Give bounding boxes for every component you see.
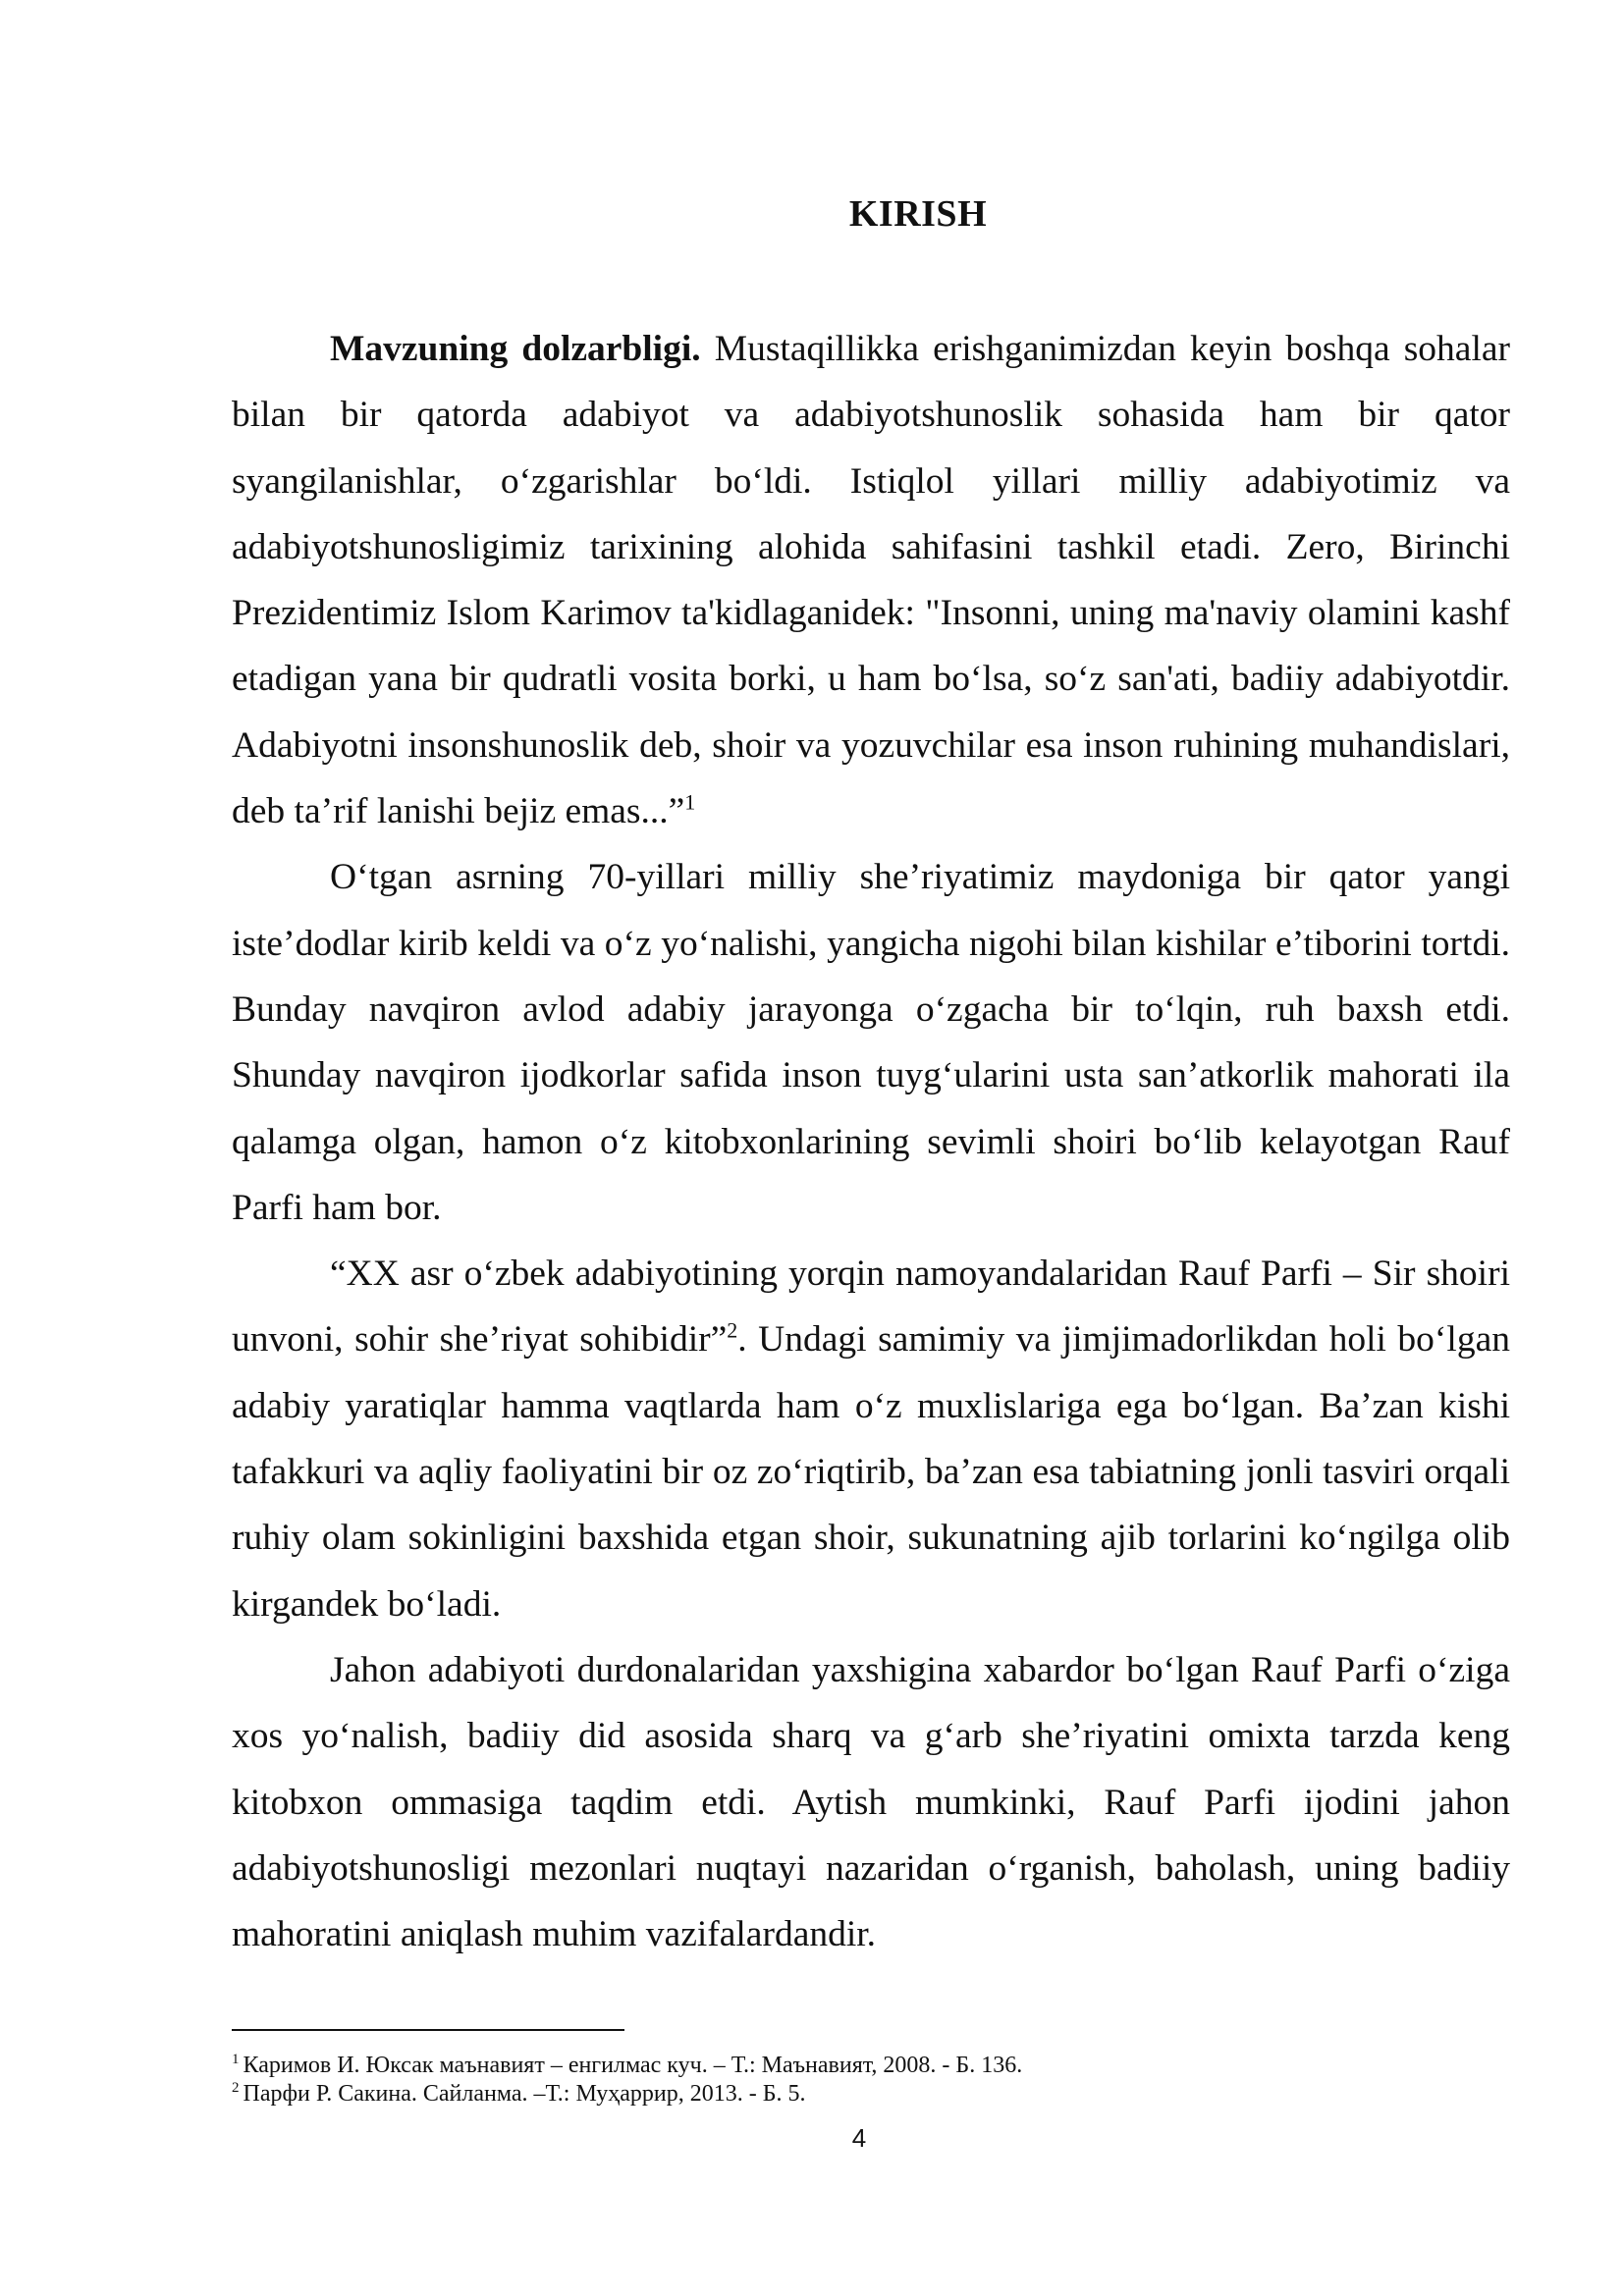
paragraph-1 <box>232 316 1510 844</box>
footnote-1 <box>232 2052 1510 2080</box>
paragraph-4 <box>232 1637 1510 1967</box>
footnote-ref-1[interactable]: 1 <box>684 789 696 815</box>
paragraph-text: Jahon adabiyoti durdonalaridan yaxshigina xabardor bo‘lgan Rauf Parfi o‘ziga xos yo‘nalish, badiiy did asosida sharq va g‘arb she’riyatini omixta tarzda keng kitobxon ommasiga taqdim etdi. Aytish mumkinki, Rauf Parfi ijodini jahon adabiyotshunosligi mezonlari nuqtayi nazaridan o‘rganish, baholash, uning badiiy mahoratini aniqlash muhim vazifalardandir. <box>232 1649 1510 1955</box>
footnote-text: Парфи Р. Сакина. Сайланма. –Т.: Муҳаррир, 2013. - Б. 5. <box>243 2081 806 2107</box>
paragraph-text: Mustaqillikka erishganimizdan keyin boshqa sohalar bilan bir qatorda adabiyot va adabiyotshunoslik sohasida ham bir qator syangilanishlar, o‘zgarishlar bo‘ldi. Istiqlol yillari milliy adabiyotimiz va adabiyotshunosligimiz tarixining alohida sahifasini tashkil etadi. Zero, Birinchi Prezidentimiz Islom Karimov ta'kidlaganidek: "Insonni, uning ma'naviy olamini kashf etadigan yana bir qudratli vosita borki, u ham bo‘lsa, so‘z san'ati, badiiy adabiyotdir. Adabiyotni insonshunoslik deb, shoir va yozuvchilar esa inson ruhining muhandislari, deb ta’rif lanishi bejiz emas...” <box>232 329 1510 832</box>
footnote-mark: 2 <box>232 2080 240 2096</box>
footnote-separator <box>232 2029 624 2031</box>
paragraph-text-after: . Undagi samimiy va jimjimadorlikdan holi bo‘lgan adabiy yaratiqlar hamma vaqtlarda ham o‘z muxlislariga ega bo‘lgan. Ba’zan kishi tafakkuri va aqliy faoliyatini bir oz zo‘riqtirib, ba’zan esa tabiatning jonli tasviri orqali ruhiy olam sokinligini baxshida etgan shoir, sukunatning ajib torlarini ko‘ngilga olib kirgandek bo‘ladi. <box>232 1319 1510 1625</box>
footnotes <box>232 2052 1510 2109</box>
paragraph-2 <box>232 844 1510 1241</box>
body-text <box>232 316 1510 1967</box>
footnote-ref-2[interactable]: 2 <box>727 1317 738 1343</box>
footnote-2 <box>232 2080 1510 2109</box>
paragraph-text: “XX asr o‘zbek adabiyotining yorqin namoyandalaridan Rauf Parfi – Sir shoiri unvoni, sohir she’riyat sohibidir” <box>232 1254 1510 1361</box>
paragraph-lead-heading: Mavzuning dolzarbligi. <box>330 329 701 369</box>
footnote-mark: 1 <box>232 2052 240 2067</box>
paragraph-3 <box>232 1241 1510 1637</box>
footnote-text: Каримов И. Юксак маънавият – енгилмас куч. – Т.: Маънавият, 2008. - Б. 136. <box>243 2053 1023 2078</box>
page-number: 4 <box>851 2123 867 2153</box>
paragraph-text: O‘tgan asrning 70-yillari milliy she’riyatimiz maydoniga bir qator yangi iste’dodlar kirib keldi va o‘z yo‘nalishi, yangicha nigohi bilan kishilar e’tiborini tortdi. Bunday navqiron avlod adabiy jarayonga o‘zgacha bir to‘lqin, ruh baxsh etdi. Shunday navqiron ijodkorlar safida inson tuyg‘ularini usta san’atkorlik mahorati ila qalamga olgan, hamon o‘z kitobxonlarining sevimli shoiri bo‘lib kelayotgan Rauf Parfi ham bor. <box>232 857 1510 1228</box>
section-title: KIRISH <box>848 193 988 235</box>
